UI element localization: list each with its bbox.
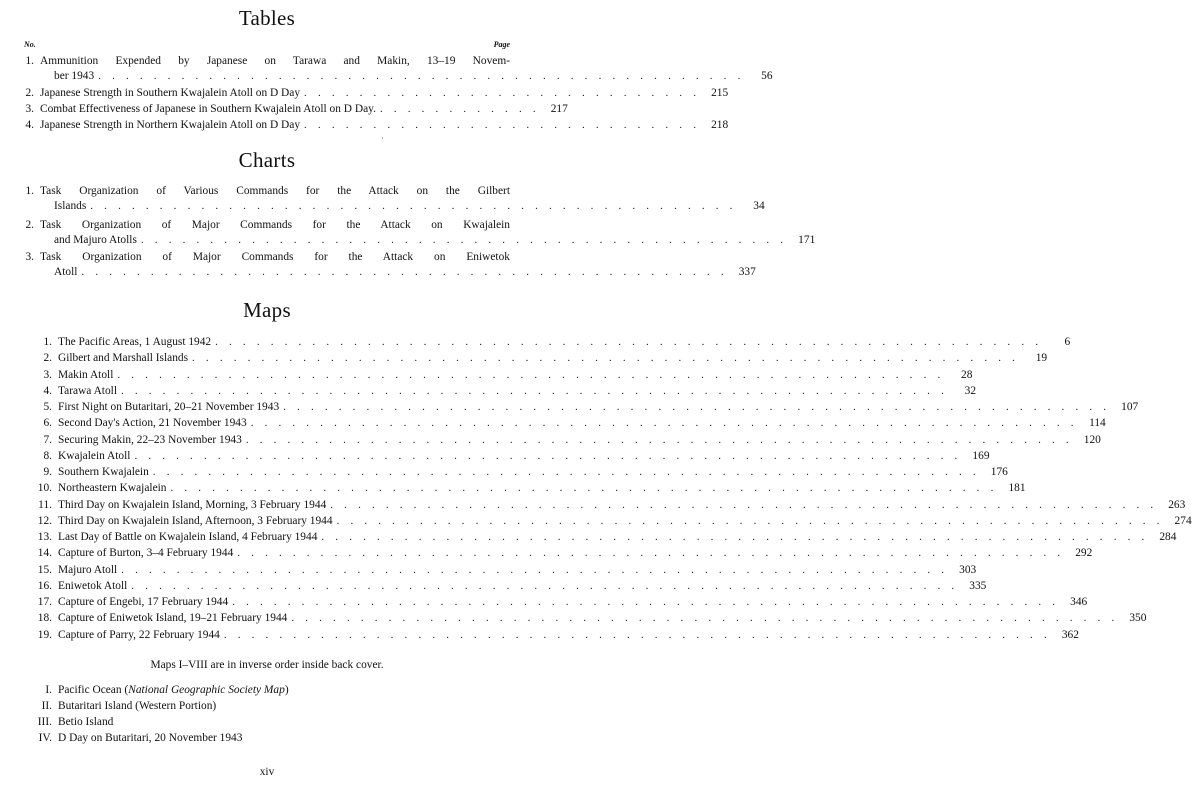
- entry-title: Butaritari Island (Western Portion): [58, 700, 217, 712]
- entry-title: First Night on Butaritari, 20–21 November 1943: [58, 401, 280, 413]
- entry-title: Eniwetok Atoll: [58, 579, 128, 592]
- entry-number: 5.: [43, 401, 52, 413]
- map-entry: [22, 384, 977, 399]
- table-entry-2: [22, 86, 729, 101]
- dot-leader: . . . . . . . . . . . . . . . . . . . . . . . . . . . . . . . . . . . . . . . . . . . . . . . . . . . . . . . . . . . .: [250, 417, 1078, 430]
- column-header-no: No.: [24, 40, 36, 49]
- entry-page: 362: [1061, 628, 1079, 641]
- dot-leader: . . . . . . . . . . . . . . . . . . . . . . . . . . . . . . . . . . . . . . . . . . . . . . . . . . . . . . . . . . . .: [232, 596, 1060, 608]
- entry-number: 15.: [37, 563, 52, 576]
- entry-title: Third Day on Kwajalein Island, Afternoon, 3 February 1944: [58, 514, 333, 527]
- map-entry: [22, 351, 1048, 366]
- entry-number: 4.: [43, 384, 52, 397]
- map-entry: [22, 416, 1106, 431]
- map-entry: [22, 595, 1088, 610]
- entry-page: 218: [711, 119, 729, 131]
- maps-note: Maps I–VIII are in inverse order inside back cover.: [150, 659, 384, 671]
- entry-page: 263: [1168, 498, 1186, 511]
- table-entry-4: [22, 118, 729, 133]
- entry-page: 284: [1159, 531, 1177, 543]
- map-entry: [22, 481, 1026, 496]
- entry-title: Southern Kwajalein: [58, 466, 149, 478]
- roman-map-entry-3: [22, 715, 510, 730]
- entry-title-line-2: and Majuro Atolls: [54, 233, 137, 246]
- entry-title-line-2: Atoll: [54, 265, 78, 278]
- entry-number: I.: [45, 684, 52, 696]
- dot-leader: . . . . . . . . . . . . . . . . . . . . . . . . . . . . . . . . . . . . . . . . . . . . . . . . . . . . . . . . . . . .: [330, 498, 1158, 511]
- entry-number: 14.: [37, 547, 52, 560]
- entry-page: 114: [1089, 417, 1106, 430]
- dot-leader: . . . . . . . . . . . . . . . . . . . . . . . . . . . . . . . . . . . . . . . . . . . . . . .: [90, 199, 737, 212]
- entry-title-line-1: Task Organization of Major Commands for the Attack on Kwajalein: [40, 219, 510, 231]
- entry-number: 9.: [43, 466, 52, 478]
- dot-leader: . . . . . . . . . . . . . . . . . . . . . . . . . . . . . . . . . . . . . . . . . . . . . . . . . . . . . . . . . . . .: [291, 612, 1119, 625]
- entry-title: The Pacific Areas, 1 August 1942: [58, 336, 212, 348]
- entry-title-line-1: Ammunition Expended by Japanese on Tarawa and Makin, 13–19 Novem-: [40, 55, 510, 67]
- entry-title: Pacific Ocean (National Geographic Society Map): [58, 684, 289, 696]
- entry-title: Capture of Parry, 22 February 1944: [58, 628, 220, 641]
- chart-entry-1: [22, 184, 765, 214]
- entry-page: 34: [753, 199, 765, 212]
- dot-leader: . . . . . . . . . . . . . . . . . . . . . . . . . . . . . . . . . . . . . . . . . . . . . . .: [140, 233, 788, 246]
- entry-title: Betio Island: [58, 716, 114, 728]
- entry-number: 11.: [38, 498, 52, 511]
- map-entry: [22, 628, 1079, 643]
- entry-page: 337: [738, 265, 756, 278]
- entry-number: 8.: [43, 449, 52, 462]
- entry-number: 4.: [25, 119, 34, 131]
- entry-title: Last Day of Battle on Kwajalein Island, 4 February 1944: [58, 531, 318, 543]
- stray-mark: ·: [381, 134, 384, 143]
- chart-entry-2: [22, 218, 816, 248]
- entry-number: 10.: [37, 482, 52, 495]
- entry-title: Capture of Engebi, 17 February 1944: [58, 596, 229, 608]
- map-entry: [22, 433, 1101, 448]
- tables-heading: Tables: [238, 6, 296, 30]
- map-entry: [22, 449, 990, 464]
- map-entry: [22, 514, 1192, 529]
- entry-page: 181: [1008, 482, 1026, 495]
- entry-title: D Day on Butaritari, 20 November 1943: [58, 732, 243, 744]
- entry-number: 1.: [25, 55, 34, 67]
- dot-leader: . . . . . . . . . . . . . . . . . . . . . . . . . . . . . . . . . . . . . . . . . . . . . . . . . . . . . . . . . . . .: [170, 482, 998, 495]
- entry-title: Second Day's Action, 21 November 1943: [58, 417, 247, 430]
- column-header-page: Page: [493, 40, 510, 49]
- entry-title: Japanese Strength in Southern Kwajalein Atoll on D Day: [40, 87, 301, 99]
- charts-heading: Charts: [238, 148, 296, 172]
- entry-page: 274: [1174, 514, 1192, 527]
- entry-page: 350: [1129, 612, 1147, 625]
- entry-number: 16.: [37, 579, 52, 592]
- map-entry: [22, 530, 1177, 545]
- entry-title-line-1: Task Organization of Various Commands for the Attack on the Gilbert: [40, 185, 510, 197]
- dot-leader: . . . . . . . . . . . . . . . . . . . . . . . . . . . . . . . . . . . . . . . . . . . . . . . . . . . . . . . . . . . .: [131, 579, 959, 592]
- entry-number: III.: [37, 716, 52, 728]
- dot-leader: . . . . . . . . . . . . . . . . . . . . . . . . . . . . .: [304, 119, 701, 131]
- entry-number: 7.: [43, 433, 52, 446]
- page-number: xiv: [259, 766, 275, 778]
- entry-page: 171: [798, 233, 816, 246]
- entry-page: 215: [711, 87, 729, 99]
- dot-leader: . . . . . . . . . . . . . . . . . . . . . . . . . . . . . . . . . . . . . . . . . . . . . . . . . . . . . . . . . . . .: [215, 336, 1043, 348]
- dot-leader: . . . . . . . . . . . . . . . . . . . . . . . . . . . . . . . . . . . . . . . . . . . . . . . . . . . . . . . . . . . .: [117, 368, 945, 381]
- entry-title: Kwajalein Atoll: [58, 449, 131, 462]
- maps-heading: Maps: [243, 298, 291, 322]
- entry-title: Capture of Eniwetok Island, 19–21 February 1944: [58, 612, 288, 625]
- map-entry: [22, 335, 1071, 350]
- map-entry: [22, 400, 1139, 415]
- entry-title-line-2: ber 1943: [54, 69, 95, 82]
- entry-page: 19: [1035, 352, 1048, 365]
- dot-leader: . . . . . . . . . . . . . . . . . . . . . . . . . . . . . . . . . . . . . . . . . . . . . . . . . . . . . . . . . . . .: [152, 466, 980, 478]
- entry-title: Northeastern Kwajalein: [58, 482, 167, 495]
- entry-title-italic: National Geographic Society Map: [128, 684, 285, 696]
- entry-title-line-2: Islands: [54, 199, 87, 212]
- table-entry-1: [22, 54, 773, 84]
- dot-leader: . . . . . . . . . . . .: [379, 103, 540, 115]
- entry-title: Capture of Burton, 3–4 February 1944: [58, 547, 234, 560]
- roman-map-entry-1: [22, 683, 510, 698]
- dot-leader: . . . . . . . . . . . . . . . . . . . . . . . . . . . . . . . . . . . . . . . . . . . . . . .: [81, 265, 728, 278]
- entry-number: 13.: [37, 531, 52, 543]
- entry-page: 32: [964, 384, 977, 397]
- entry-title: Gilbert and Marshall Islands: [58, 352, 189, 365]
- map-entry: [22, 611, 1147, 626]
- dot-leader: . . . . . . . . . . . . . . . . . . . . . . . . . . . . . . . . . . . . . . . . . . . . . . . . . . . . . . . . . . . .: [336, 514, 1164, 527]
- entry-title: Combat Effectiveness of Japanese in Southern Kwajalein Atoll on D Day.: [40, 103, 376, 115]
- dot-leader: . . . . . . . . . . . . . . . . . . . . . . . . . . . . . . . . . . . . . . . . . . . . . . . . . . . . . . . . . . . .: [192, 352, 1020, 365]
- dot-leader: . . . . . . . . . . . . . . . . . . . . . . . . . . . . . . . . . . . . . . . . . . . . . . . . . . . . . . . . . . . .: [237, 547, 1065, 560]
- entry-title: Securing Makin, 22–23 November 1943: [58, 433, 242, 446]
- entry-number: 2.: [25, 87, 34, 99]
- map-entry: [22, 368, 973, 383]
- dot-leader: . . . . . . . . . . . . . . . . . . . . . . . . . . . . .: [304, 87, 701, 99]
- roman-map-entry-4: [22, 731, 510, 746]
- entry-number: II.: [41, 700, 52, 712]
- entry-page: 292: [1075, 547, 1093, 560]
- map-entry: [22, 563, 977, 578]
- roman-map-entry-2: [22, 699, 510, 714]
- entry-page: 303: [959, 563, 977, 576]
- entry-title: Third Day on Kwajalein Island, Morning, 3 February 1944: [58, 498, 327, 511]
- entry-number: 3.: [25, 251, 34, 263]
- entry-page: 107: [1121, 401, 1139, 413]
- dot-leader: . . . . . . . . . . . . . . . . . . . . . . . . . . . . . . . . . . . . . . . . . . . . . . . . . . . . . . . . . . . .: [245, 433, 1073, 446]
- entry-title: Makin Atoll: [58, 368, 114, 381]
- entry-number: 3.: [25, 103, 34, 115]
- map-entry: [22, 579, 987, 594]
- entry-title-text: Pacific Ocean: [58, 684, 122, 696]
- entry-page: 56: [761, 69, 773, 82]
- dot-leader: . . . . . . . . . . . . . . . . . . . . . . . . . . . . . . . . . . . . . . . . . . . . . . .: [98, 69, 745, 82]
- dot-leader: . . . . . . . . . . . . . . . . . . . . . . . . . . . . . . . . . . . . . . . . . . . . . . . . . . . . . . . . . . . .: [321, 531, 1149, 543]
- entry-number: 3.: [43, 368, 52, 381]
- dot-leader: . . . . . . . . . . . . . . . . . . . . . . . . . . . . . . . . . . . . . . . . . . . . . . . . . . . . . . . . . . . .: [134, 449, 962, 462]
- entry-title: Majuro Atoll: [58, 563, 118, 576]
- entry-title-line-1: Task Organization of Major Commands for the Attack on Eniwetok: [40, 251, 510, 263]
- entry-number: 6.: [43, 417, 52, 430]
- entry-number: 12.: [37, 514, 52, 527]
- table-entry-3: [22, 102, 568, 117]
- map-entry: [22, 498, 1186, 513]
- map-entry: [22, 465, 1008, 480]
- entry-number: 19.: [37, 628, 52, 641]
- entry-number: 17.: [37, 596, 52, 608]
- entry-number: IV.: [38, 732, 52, 744]
- entry-number: 18.: [37, 612, 52, 625]
- entry-page: 335: [969, 579, 987, 592]
- entry-page: 346: [1070, 596, 1088, 608]
- entry-page: 169: [972, 449, 990, 462]
- entry-page: 28: [961, 368, 973, 381]
- entry-title: Japanese Strength in Northern Kwajalein Atoll on D Day: [40, 119, 301, 131]
- map-entry: [22, 546, 1093, 561]
- entry-number: 1.: [43, 336, 52, 348]
- entry-number: 2.: [25, 219, 34, 231]
- dot-leader: . . . . . . . . . . . . . . . . . . . . . . . . . . . . . . . . . . . . . . . . . . . . . . . . . . . . . . . . . . . .: [223, 628, 1051, 641]
- entry-page: 120: [1083, 433, 1101, 446]
- entry-number: 2.: [43, 352, 52, 365]
- entry-title: Tarawa Atoll: [58, 384, 117, 397]
- dot-leader: . . . . . . . . . . . . . . . . . . . . . . . . . . . . . . . . . . . . . . . . . . . . . . . . . . . . . . . . . . . .: [121, 563, 949, 576]
- dot-leader: . . . . . . . . . . . . . . . . . . . . . . . . . . . . . . . . . . . . . . . . . . . . . . . . . . . . . . . . . . . .: [283, 401, 1111, 413]
- entry-page: 176: [990, 466, 1008, 478]
- chart-entry-3: [22, 250, 756, 280]
- entry-number: 1.: [25, 185, 34, 197]
- entry-page: 6: [1064, 336, 1071, 348]
- entry-page: 217: [550, 103, 568, 115]
- dot-leader: . . . . . . . . . . . . . . . . . . . . . . . . . . . . . . . . . . . . . . . . . . . . . . . . . . . . . . . . . . . .: [120, 384, 949, 397]
